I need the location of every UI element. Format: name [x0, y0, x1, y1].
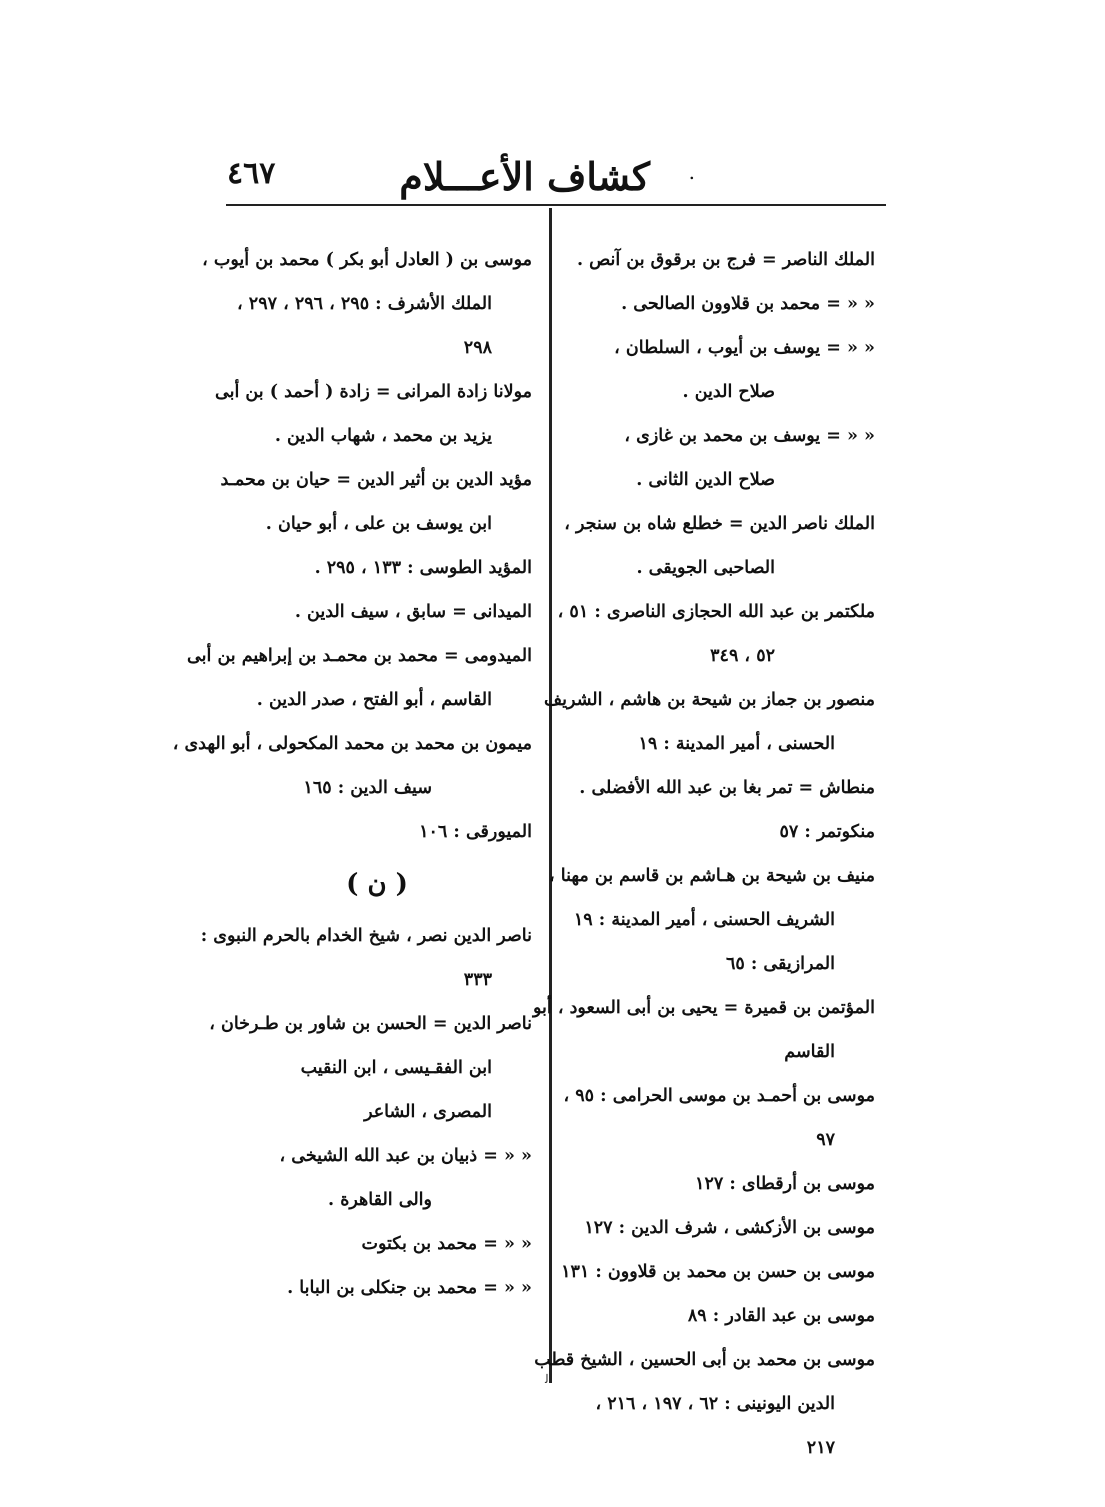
index-entry-line: موسى بن الأزكشى ، شرف الدين : ١٢٧	[584, 1218, 875, 1238]
index-entry-line: ابن يوسف بن على ، أبو حيان .	[265, 514, 492, 534]
column-divider	[549, 208, 552, 1383]
index-entry-line: ناصر الدين = الحسن بن شاور بن طـرخان ،	[209, 1014, 532, 1034]
index-column-right	[533, 238, 875, 1470]
index-entry-line: الشريف الحسنى ، أمير المدينة : ١٩	[573, 910, 835, 930]
index-entry-line: موسى بن محمد بن أبى الحسين ، الشيخ قطب	[534, 1350, 875, 1370]
index-entry-line: والى القاهرة .	[328, 1190, 432, 1210]
index-entry-line: صلاح الدين .	[682, 382, 775, 402]
index-entry-line: مولانا زادة المرانى = زادة ( أحمد ) بن أبى	[215, 382, 532, 402]
page-number: ٤٦٧	[227, 156, 276, 191]
page-title: كشاف الأعـــلام	[399, 154, 650, 199]
index-entry-line: منيف بن شيحة بن هـاشم بن قاسم بن مهنا ،	[549, 866, 875, 886]
index-entry-line: منكوتمر : ٥٧	[779, 822, 875, 842]
index-entry-line: الميدومى = محمد بن محمـد بن إبراهيم بن أبى	[187, 646, 532, 666]
index-entry-line: « « = يوسف بن محمد بن غازى ،	[624, 426, 875, 446]
index-entry-line: موسى بن أحمـد بن موسى الحرامى : ٩٥ ،	[563, 1086, 875, 1106]
index-entry-line: مؤيد الدين بن أثير الدين = حيان بن محمـد	[220, 470, 532, 490]
index-entry-line: الحسنى ، أمير المدينة : ١٩	[638, 734, 835, 754]
index-entry-line: ميمون بن محمد بن محمد المكحولى ، أبو الهدى ،	[172, 734, 532, 754]
index-entry-line: « « = محمد بن قلاوون الصالحى .	[621, 294, 875, 314]
index-entry-line: المصرى ، الشاعر	[364, 1102, 492, 1122]
index-entry-line: المرازيقى : ٦٥	[725, 954, 835, 974]
index-entry-line: ملكتمر بن عبد الله الحجازى الناصرى : ٥١ ،	[557, 602, 875, 622]
index-entry-line: ٥٢ ، ٣٤٩	[710, 646, 775, 666]
index-entry-line: الصاحبى الجويقى .	[636, 558, 775, 578]
index-entry-line: القاسم ، أبو الفتح ، صدر الدين .	[256, 690, 492, 710]
header-rule	[226, 204, 886, 206]
index-entry-line: المؤتمن بن قميرة = يحيى بن أبى السعود ، أبو	[533, 998, 875, 1018]
index-entry-line: صلاح الدين الثانى .	[636, 470, 775, 490]
index-entry-line: « « = محمد بن بكتوت	[361, 1234, 532, 1254]
index-entry-line: المؤيد الطوسى : ١٣٣ ، ٢٩٥ .	[314, 558, 532, 578]
index-entry-line: ناصر الدين نصر ، شيخ الخدام بالحرم النبوى :	[200, 926, 532, 946]
index-entry-line: الميدانى = سابق ، سيف الدين .	[294, 602, 532, 622]
index-entry-line: « « = يوسف بن أيوب ، السلطان ،	[614, 338, 875, 358]
index-entry-line: يزيد بن محمد ، شهاب الدين .	[274, 426, 492, 446]
index-entry-line: منصور بن جماز بن شيحة بن هاشم ، الشريف	[544, 690, 875, 710]
index-entry-line: موسى بن عبد القادر : ٨٩	[687, 1306, 875, 1326]
index-entry-line: « « = ذبيان بن عبد الله الشيخى ،	[279, 1146, 532, 1166]
index-entry-line: الملك الناصر = فرج بن برقوق بن آنص .	[576, 250, 875, 270]
index-entry-line: موسى بن حسن بن محمد بن قلاوون : ١٣١	[561, 1262, 875, 1282]
index-entry-line: « « = محمد بن جنكلى بن البابا .	[287, 1278, 532, 1298]
index-entry-line: موسى بن ( العادل أبو بكر ) محمد بن أيوب ،	[202, 250, 532, 270]
page-header	[225, 150, 890, 202]
index-entry-line: الملك ناصر الدين = خطلع شاه بن سنجر ،	[564, 514, 875, 534]
index-entry-line: ٢٩٨	[463, 338, 492, 358]
footer-mark: ﻟ	[545, 1372, 549, 1386]
index-entry-line: الدين اليونينى : ٦٢ ، ١٩٧ ، ٢١٦ ،	[595, 1394, 835, 1414]
section-letter-heading: ( ن )	[346, 869, 408, 899]
index-entry-line: الميورقى : ١٠٦	[419, 822, 532, 842]
index-entry-line: موسى بن أرقطاى : ١٢٧	[695, 1174, 875, 1194]
index-entry-line: ٣٣٣	[463, 970, 492, 990]
index-entry-line: القاسم	[784, 1042, 835, 1062]
index-entry-line: سيف الدين : ١٦٥	[303, 778, 432, 798]
index-column-left	[172, 238, 532, 1310]
index-entry-line: ابن الفقـيسى ، ابن النقيب	[300, 1058, 492, 1078]
index-entry-line: ٩٧	[816, 1130, 835, 1150]
header-mark: .	[688, 160, 695, 184]
index-entry-line: منطاش = تمر بغا بن عبد الله الأفضلى .	[579, 778, 875, 798]
index-entry-line: ٢١٧	[806, 1438, 835, 1458]
index-entry-line: الملك الأشرف : ٢٩٥ ، ٢٩٦ ، ٢٩٧ ،	[237, 294, 492, 314]
